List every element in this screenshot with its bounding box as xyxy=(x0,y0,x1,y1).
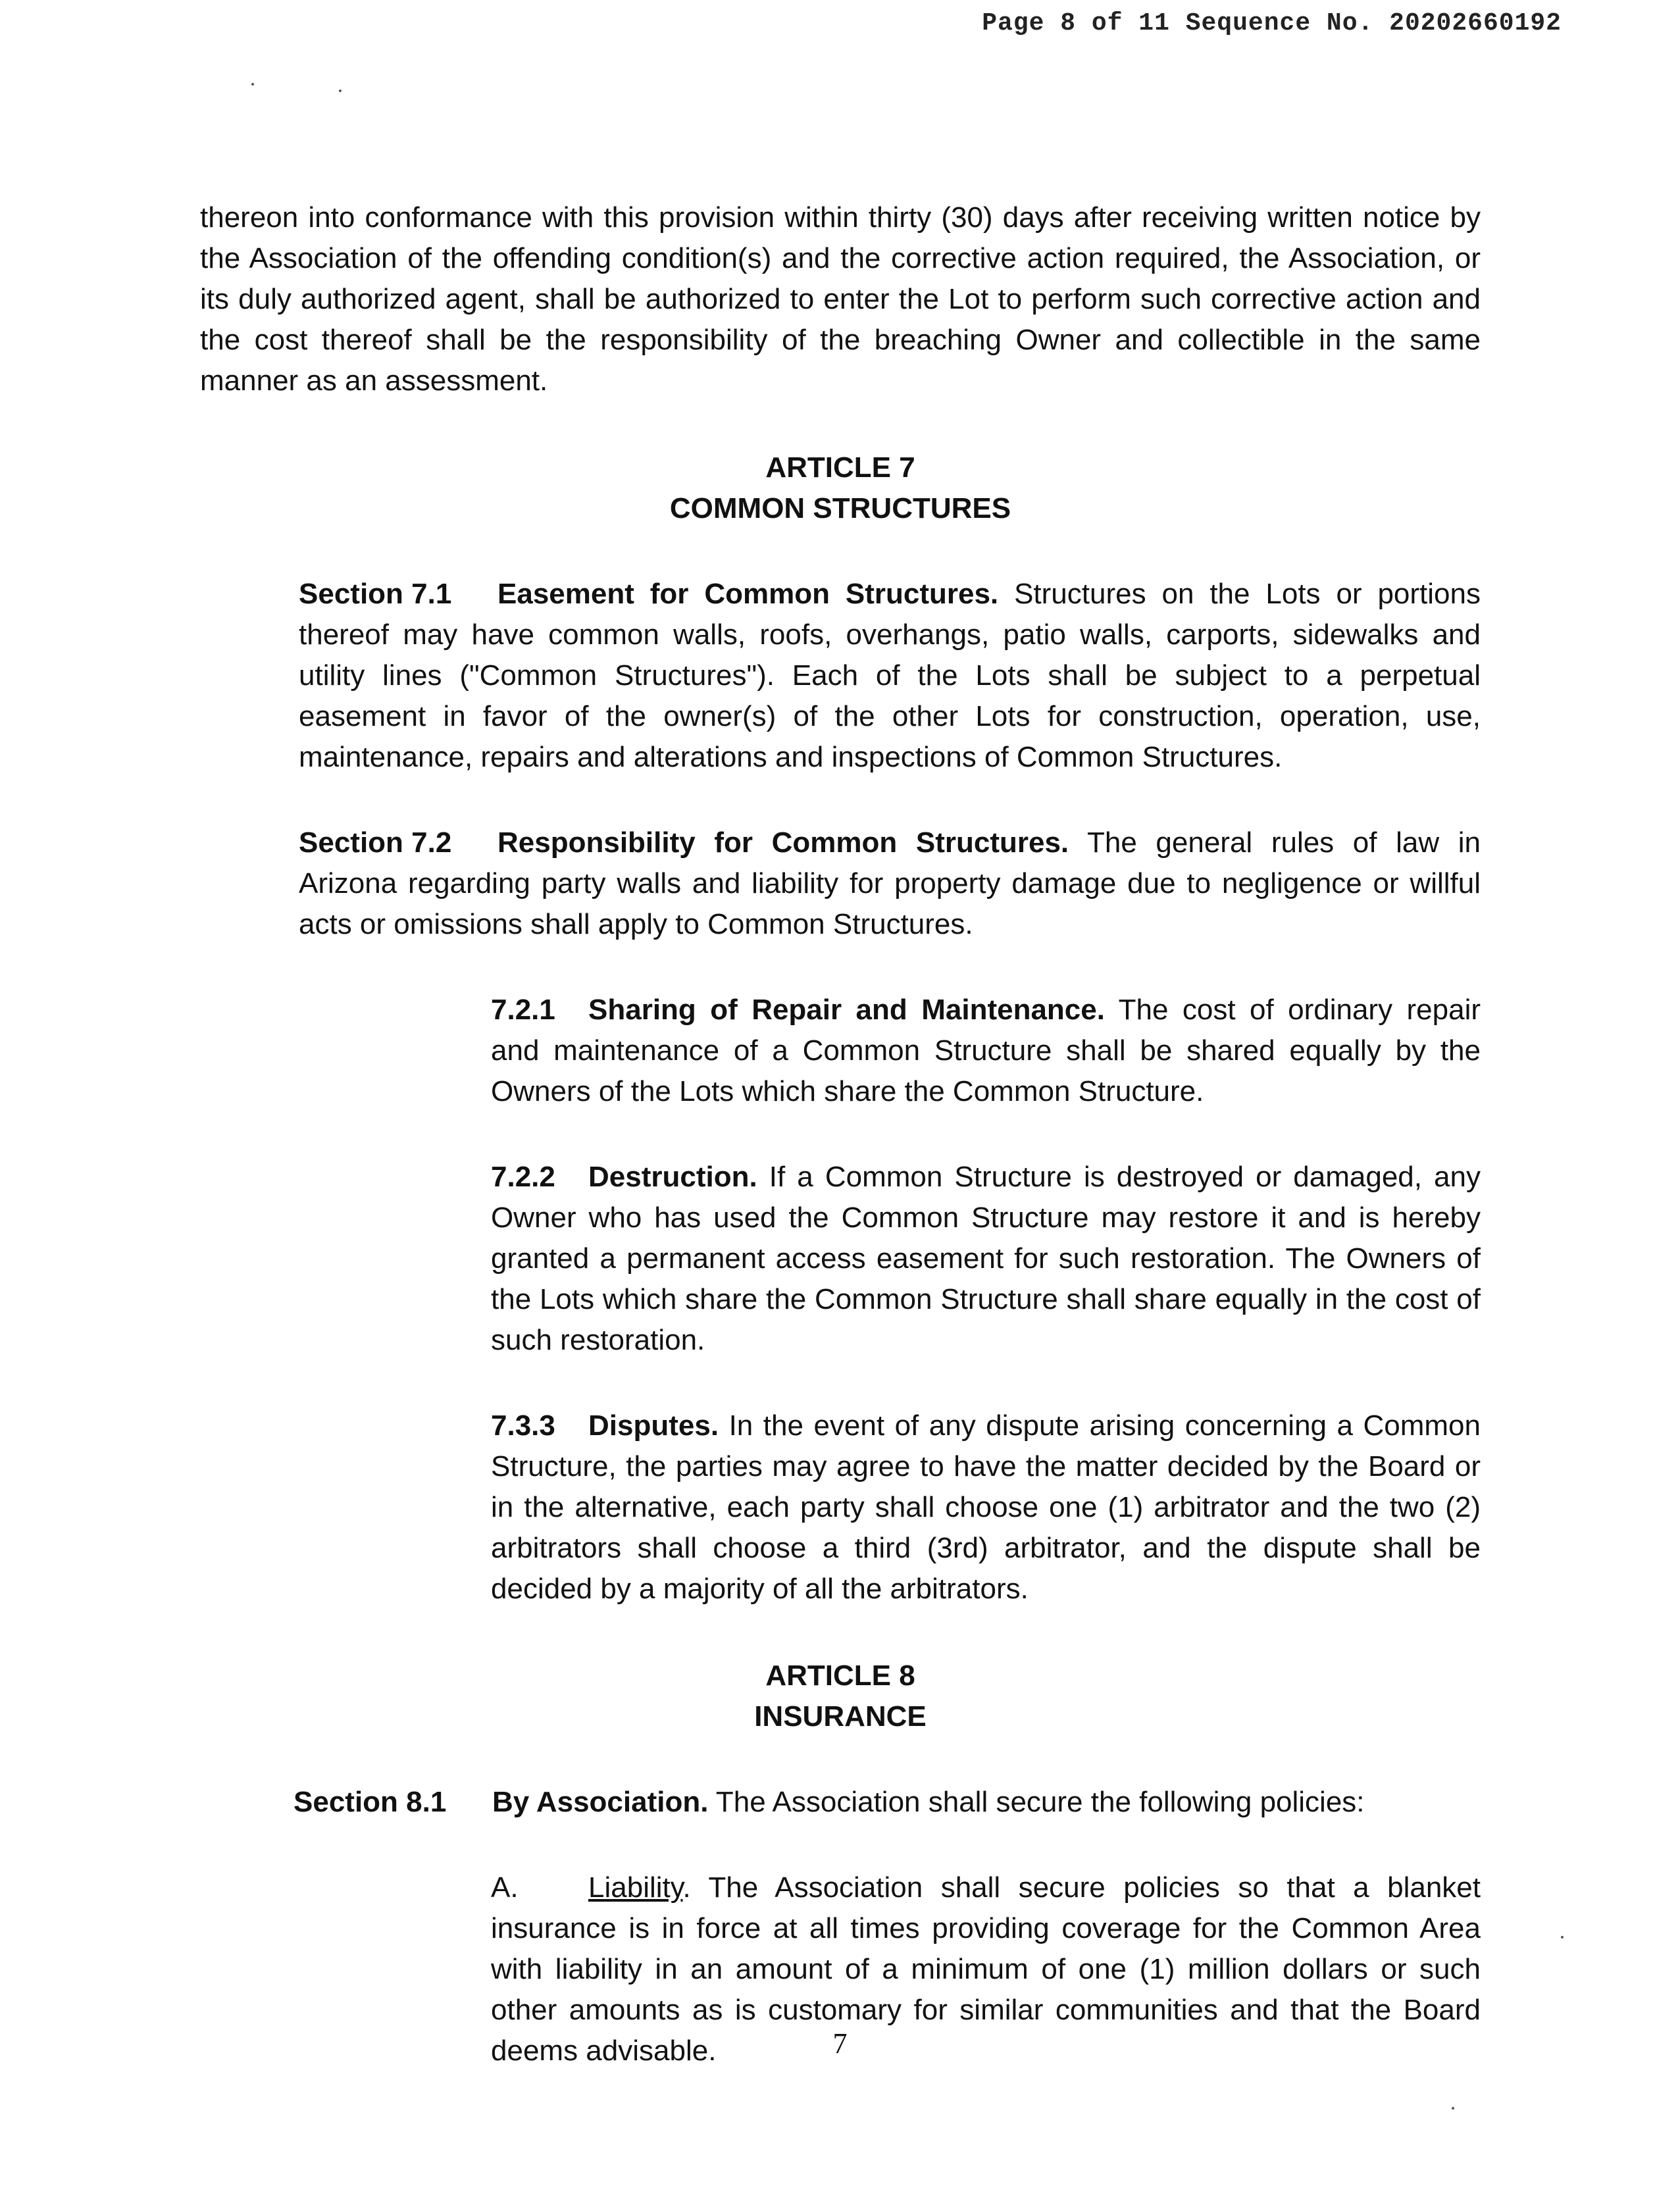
intro-paragraph: thereon into conformance with this provision within thirty (30) days after receiving written notice by the Association of the offending condition(s) and the corrective action required, the Association, or its duly authorized agent, shall be authorized to enter the Lot to perform such corrective action and the cost thereof shall be the responsibility of the breaching Owner and collectible in the same manner as an assessment. xyxy=(200,201,1481,397)
section-7-2-1 xyxy=(200,990,1481,1112)
scan-speck xyxy=(251,83,254,86)
section-title: Easement for Common Structures. xyxy=(497,578,999,610)
document-body xyxy=(200,197,1481,2071)
section-text: The cost of ordinary repair and maintenance of a Common Structure shall be shared equally by the Owners of the Lots which share the Common Structure. xyxy=(491,994,1481,1107)
section-7-3-3 xyxy=(200,1406,1481,1609)
article-number: ARTICLE 8 xyxy=(765,1660,915,1692)
section-label: 7.2.1 xyxy=(491,994,555,1026)
section-label: Section 7.2 xyxy=(299,826,452,859)
section-7-1 xyxy=(200,574,1481,778)
section-label: 7.3.3 xyxy=(491,1409,555,1442)
item-title: Liability xyxy=(588,1871,683,1904)
article-title: COMMON STRUCTURES xyxy=(669,492,1011,524)
section-title: Disputes. xyxy=(588,1409,719,1442)
section-title: By Association. xyxy=(492,1786,709,1818)
section-text: Structures on the Lots or portions thereof may have common walls, roofs, overhangs, patio walls, carports, sidewalks and utility lines ("Common Structures"). Each of the Lots shall be subject to a perpetual easement in favor of the owner(s) of the other Lots for construction, operation, use, maintenance, repairs and alterations and inspections of Common Structures. xyxy=(299,578,1481,773)
section-label: Section 7.1 xyxy=(299,578,452,610)
scan-speck xyxy=(1452,2107,1454,2110)
scan-speck xyxy=(1561,1936,1564,1939)
section-title: Destruction. xyxy=(588,1161,757,1193)
section-7-2 xyxy=(200,823,1481,945)
item-text: . The Association shall secure policies so that a blanket insurance is in force at all times providing coverage for the Common Area with liability in an amount of a minimum of one (1) million dollars or such other amounts as is customary for similar communities and that the Board deems advisable. xyxy=(491,1871,1481,2067)
section-title: Responsibility for Common Structures. xyxy=(497,826,1069,859)
section-8-1 xyxy=(200,1782,1481,1823)
article-8-heading xyxy=(200,1656,1481,1737)
page-sequence-stamp: Page 8 of 11 Sequence No. 20202660192 xyxy=(982,9,1562,38)
item-letter: A. xyxy=(491,1871,519,1904)
section-title: Sharing of Repair and Maintenance. xyxy=(588,994,1105,1026)
scan-speck xyxy=(339,89,342,92)
article-title: INSURANCE xyxy=(754,1700,927,1733)
section-text: The Association shall secure the following policies: xyxy=(715,1786,1365,1818)
section-text: The general rules of law in Arizona regarding party walls and liability for property damage due to negligence or willful acts or omissions shall apply to Common Structures. xyxy=(299,826,1481,940)
article-7-heading xyxy=(200,447,1481,529)
section-label: Section 8.1 xyxy=(293,1786,447,1818)
section-7-2-2 xyxy=(200,1157,1481,1361)
section-label: 7.2.2 xyxy=(491,1161,555,1193)
section-text: If a Common Structure is destroyed or damaged, any Owner who has used the Common Structure may restore it and is hereby granted a permanent access easement for such restoration. The Owners of the Lots which share the Common Structure shall share equally in the cost of such restoration. xyxy=(491,1161,1481,1356)
page-number: 7 xyxy=(832,2027,848,2060)
article-number: ARTICLE 7 xyxy=(765,451,915,484)
section-text: In the event of any dispute arising concerning a Common Structure, the parties may agree to have the matter decided by the Board or in the alternative, each party shall choose one (1) arbitrator and the two (2) arbitrators shall choose a third (3rd) arbitrator, and the dispute shall be decided by a majority of all the arbitrators. xyxy=(491,1409,1481,1605)
